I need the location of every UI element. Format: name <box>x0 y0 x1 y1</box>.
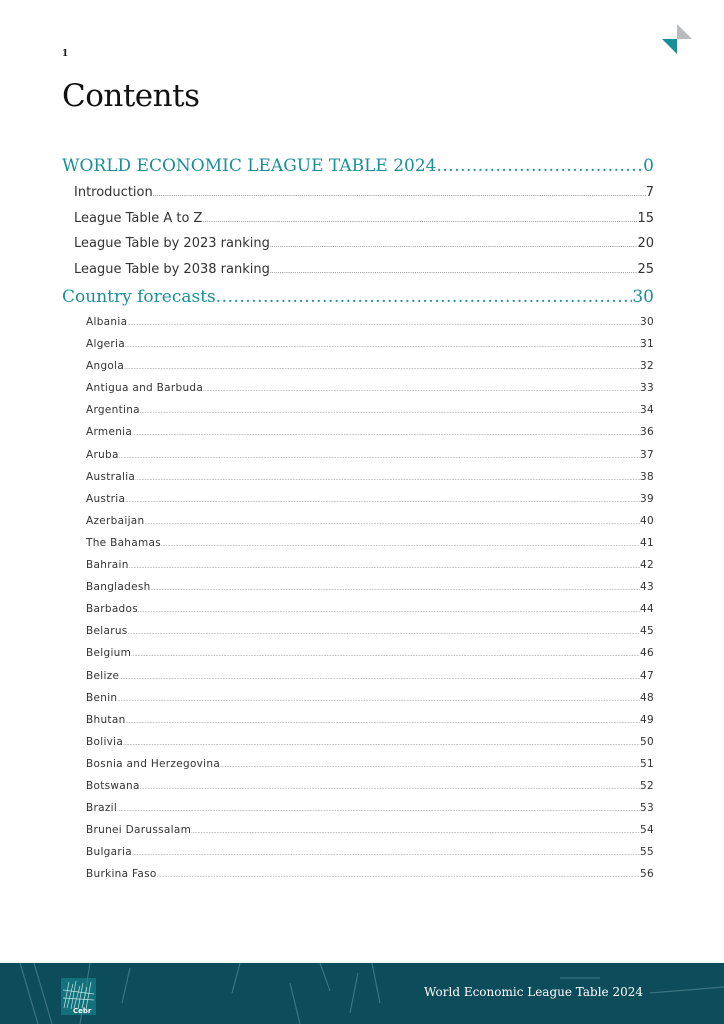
toc-entry-page: 42 <box>640 559 654 572</box>
toc-entry-label: Bolivia <box>86 735 124 748</box>
corner-triangles-icon <box>662 24 692 54</box>
page-footer <box>0 963 724 1024</box>
toc-entry[interactable] <box>62 382 654 404</box>
toc-entry-label: Belarus <box>86 625 128 638</box>
toc-entry-page: 32 <box>640 360 654 373</box>
toc-entry[interactable] <box>62 868 654 890</box>
toc-entry-label: Argentina <box>86 404 140 417</box>
dot-leader <box>126 719 641 725</box>
dot-leader <box>216 287 633 307</box>
toc-entry[interactable] <box>62 449 654 471</box>
dot-leader <box>119 454 640 460</box>
toc-entry-page: 37 <box>640 448 654 461</box>
toc-entry-page: 41 <box>640 536 654 549</box>
toc-entry[interactable] <box>62 647 654 669</box>
toc-entry-label: Barbados <box>86 603 139 616</box>
toc-entry-page: 56 <box>640 868 654 881</box>
toc-entry[interactable] <box>62 780 654 802</box>
toc-entry-page: 45 <box>640 625 654 638</box>
dot-leader <box>129 564 640 570</box>
table-of-contents <box>62 156 654 890</box>
toc-entry[interactable] <box>62 515 654 537</box>
toc-entry-label: Belize <box>86 669 120 682</box>
toc-entry-label: Bangladesh <box>86 581 151 594</box>
toc-entry[interactable] <box>62 493 654 515</box>
toc-entry-page: 33 <box>640 382 654 395</box>
dot-leader <box>117 807 640 813</box>
toc-entry-label: League Table by 2023 ranking <box>74 236 270 251</box>
dot-leader <box>124 365 640 371</box>
dot-leader <box>191 829 640 835</box>
toc-entry-label: League Table A to Z <box>74 210 203 226</box>
toc-entry-page: 46 <box>640 647 654 660</box>
toc-entry-label: Azerbaijan <box>86 514 145 527</box>
toc-entry[interactable] <box>62 736 654 758</box>
toc-entry-page: 7 <box>645 185 654 200</box>
toc-entry-page: 39 <box>640 492 654 505</box>
toc-entry-label: Algeria <box>86 338 125 351</box>
toc-entry[interactable] <box>62 185 654 211</box>
toc-entry[interactable] <box>62 603 654 625</box>
toc-entry-label: Brunei Darussalam <box>86 824 192 837</box>
toc-entry-page: 48 <box>640 691 654 704</box>
toc-entry[interactable] <box>62 426 654 448</box>
toc-entry-page: 40 <box>640 514 654 527</box>
toc-entry[interactable] <box>62 758 654 780</box>
dot-leader <box>123 741 640 747</box>
toc-entry[interactable] <box>62 714 654 736</box>
toc-entry-label: Country forecasts <box>62 287 216 307</box>
toc-entry-page: 30 <box>632 287 654 307</box>
toc-entry-page: 53 <box>640 802 654 815</box>
dot-leader <box>132 431 640 437</box>
dot-leader <box>117 697 640 703</box>
toc-entry-page: 20 <box>637 236 654 251</box>
toc-entry-page: 50 <box>640 735 654 748</box>
toc-entry-label: Bosnia and Herzegovina <box>86 757 221 770</box>
toc-entry-page: 15 <box>637 210 654 226</box>
dot-leader <box>135 476 640 482</box>
toc-entry[interactable] <box>62 316 654 338</box>
toc-entry[interactable] <box>62 581 654 603</box>
toc-entry-page: 54 <box>640 824 654 837</box>
dot-leader <box>127 321 640 327</box>
toc-entry-label: Angola <box>86 360 125 373</box>
toc-entry-label: Australia <box>86 470 136 483</box>
dot-leader <box>202 217 637 224</box>
dot-leader <box>145 520 641 526</box>
toc-entry[interactable] <box>62 670 654 692</box>
toc-entry[interactable] <box>62 211 654 237</box>
toc-entry[interactable] <box>62 471 654 493</box>
toc-entry-label: Bulgaria <box>86 846 132 859</box>
dot-leader <box>119 675 640 681</box>
toc-entry-label: The Bahamas <box>86 536 162 549</box>
dot-leader <box>138 608 640 614</box>
toc-entry-page: 34 <box>640 404 654 417</box>
toc-entry-label: Bhutan <box>86 713 126 726</box>
toc-entry-label: Antigua and Barbuda <box>86 382 204 395</box>
toc-entry[interactable] <box>62 338 654 360</box>
dot-leader <box>270 268 638 275</box>
dot-leader <box>436 156 643 176</box>
toc-section-entry[interactable] <box>62 287 654 316</box>
toc-entry-page: 0 <box>643 156 654 176</box>
dot-leader <box>157 873 640 879</box>
toc-entry-label: Aruba <box>86 448 119 461</box>
toc-section-entry[interactable] <box>62 156 654 185</box>
toc-entry-page: 31 <box>640 338 654 351</box>
dot-leader <box>125 498 640 504</box>
dot-leader <box>151 586 640 592</box>
dot-leader <box>220 763 640 769</box>
toc-entry[interactable] <box>62 824 654 846</box>
toc-entry-label: Burkina Faso <box>86 868 157 881</box>
dot-leader <box>128 630 640 636</box>
toc-entry-label: Bahrain <box>86 559 129 572</box>
dot-leader <box>153 191 646 198</box>
toc-entry[interactable] <box>62 360 654 382</box>
toc-entry[interactable] <box>62 537 654 559</box>
toc-entry-label: League Table by 2038 ranking <box>74 261 270 277</box>
toc-entry-page: 36 <box>640 426 654 439</box>
dot-leader <box>131 652 640 658</box>
toc-entry-label: Albania <box>86 316 128 328</box>
toc-entry[interactable] <box>62 559 654 581</box>
dot-leader <box>140 785 640 791</box>
toc-entry-page: 38 <box>640 470 654 483</box>
toc-entry[interactable] <box>62 236 654 262</box>
toc-entry-page: 55 <box>640 846 654 859</box>
toc-entry[interactable] <box>62 262 654 288</box>
toc-entry-page: 43 <box>640 581 654 594</box>
toc-entry-page: 44 <box>640 603 654 616</box>
page-title: Contents <box>62 78 200 114</box>
toc-entry-label: Armenia <box>86 426 133 439</box>
toc-entry-label: Botswana <box>86 779 140 792</box>
dot-leader <box>161 542 640 548</box>
dot-leader <box>270 242 638 249</box>
toc-entry-label: WORLD ECONOMIC LEAGUE TABLE 2024 <box>62 156 437 176</box>
page-number: 1 <box>62 49 69 59</box>
footer-title: World Economic League Table 2024 <box>424 985 643 999</box>
toc-entry-label: Belgium <box>86 647 132 660</box>
dot-leader <box>203 387 640 393</box>
toc-entry[interactable] <box>62 846 654 868</box>
toc-entry-page: 47 <box>640 669 654 682</box>
toc-entry[interactable] <box>62 692 654 714</box>
toc-entry-label: Brazil <box>86 802 118 815</box>
toc-entry-label: Benin <box>86 691 118 704</box>
toc-entry-label: Introduction <box>74 185 153 200</box>
toc-entry-page: 52 <box>640 779 654 792</box>
toc-entry-page: 51 <box>640 757 654 770</box>
logo-text: Cebr <box>73 1007 92 1015</box>
toc-entry-page: 49 <box>640 713 654 726</box>
toc-entry-page: 25 <box>637 261 654 277</box>
dot-leader <box>140 409 640 415</box>
toc-entry[interactable] <box>62 625 654 647</box>
toc-entry-page: 30 <box>640 316 654 328</box>
toc-entry[interactable] <box>62 404 654 426</box>
toc-entry-label: Austria <box>86 492 126 505</box>
dot-leader <box>125 343 640 349</box>
toc-entry[interactable] <box>62 802 654 824</box>
dot-leader <box>132 851 640 857</box>
